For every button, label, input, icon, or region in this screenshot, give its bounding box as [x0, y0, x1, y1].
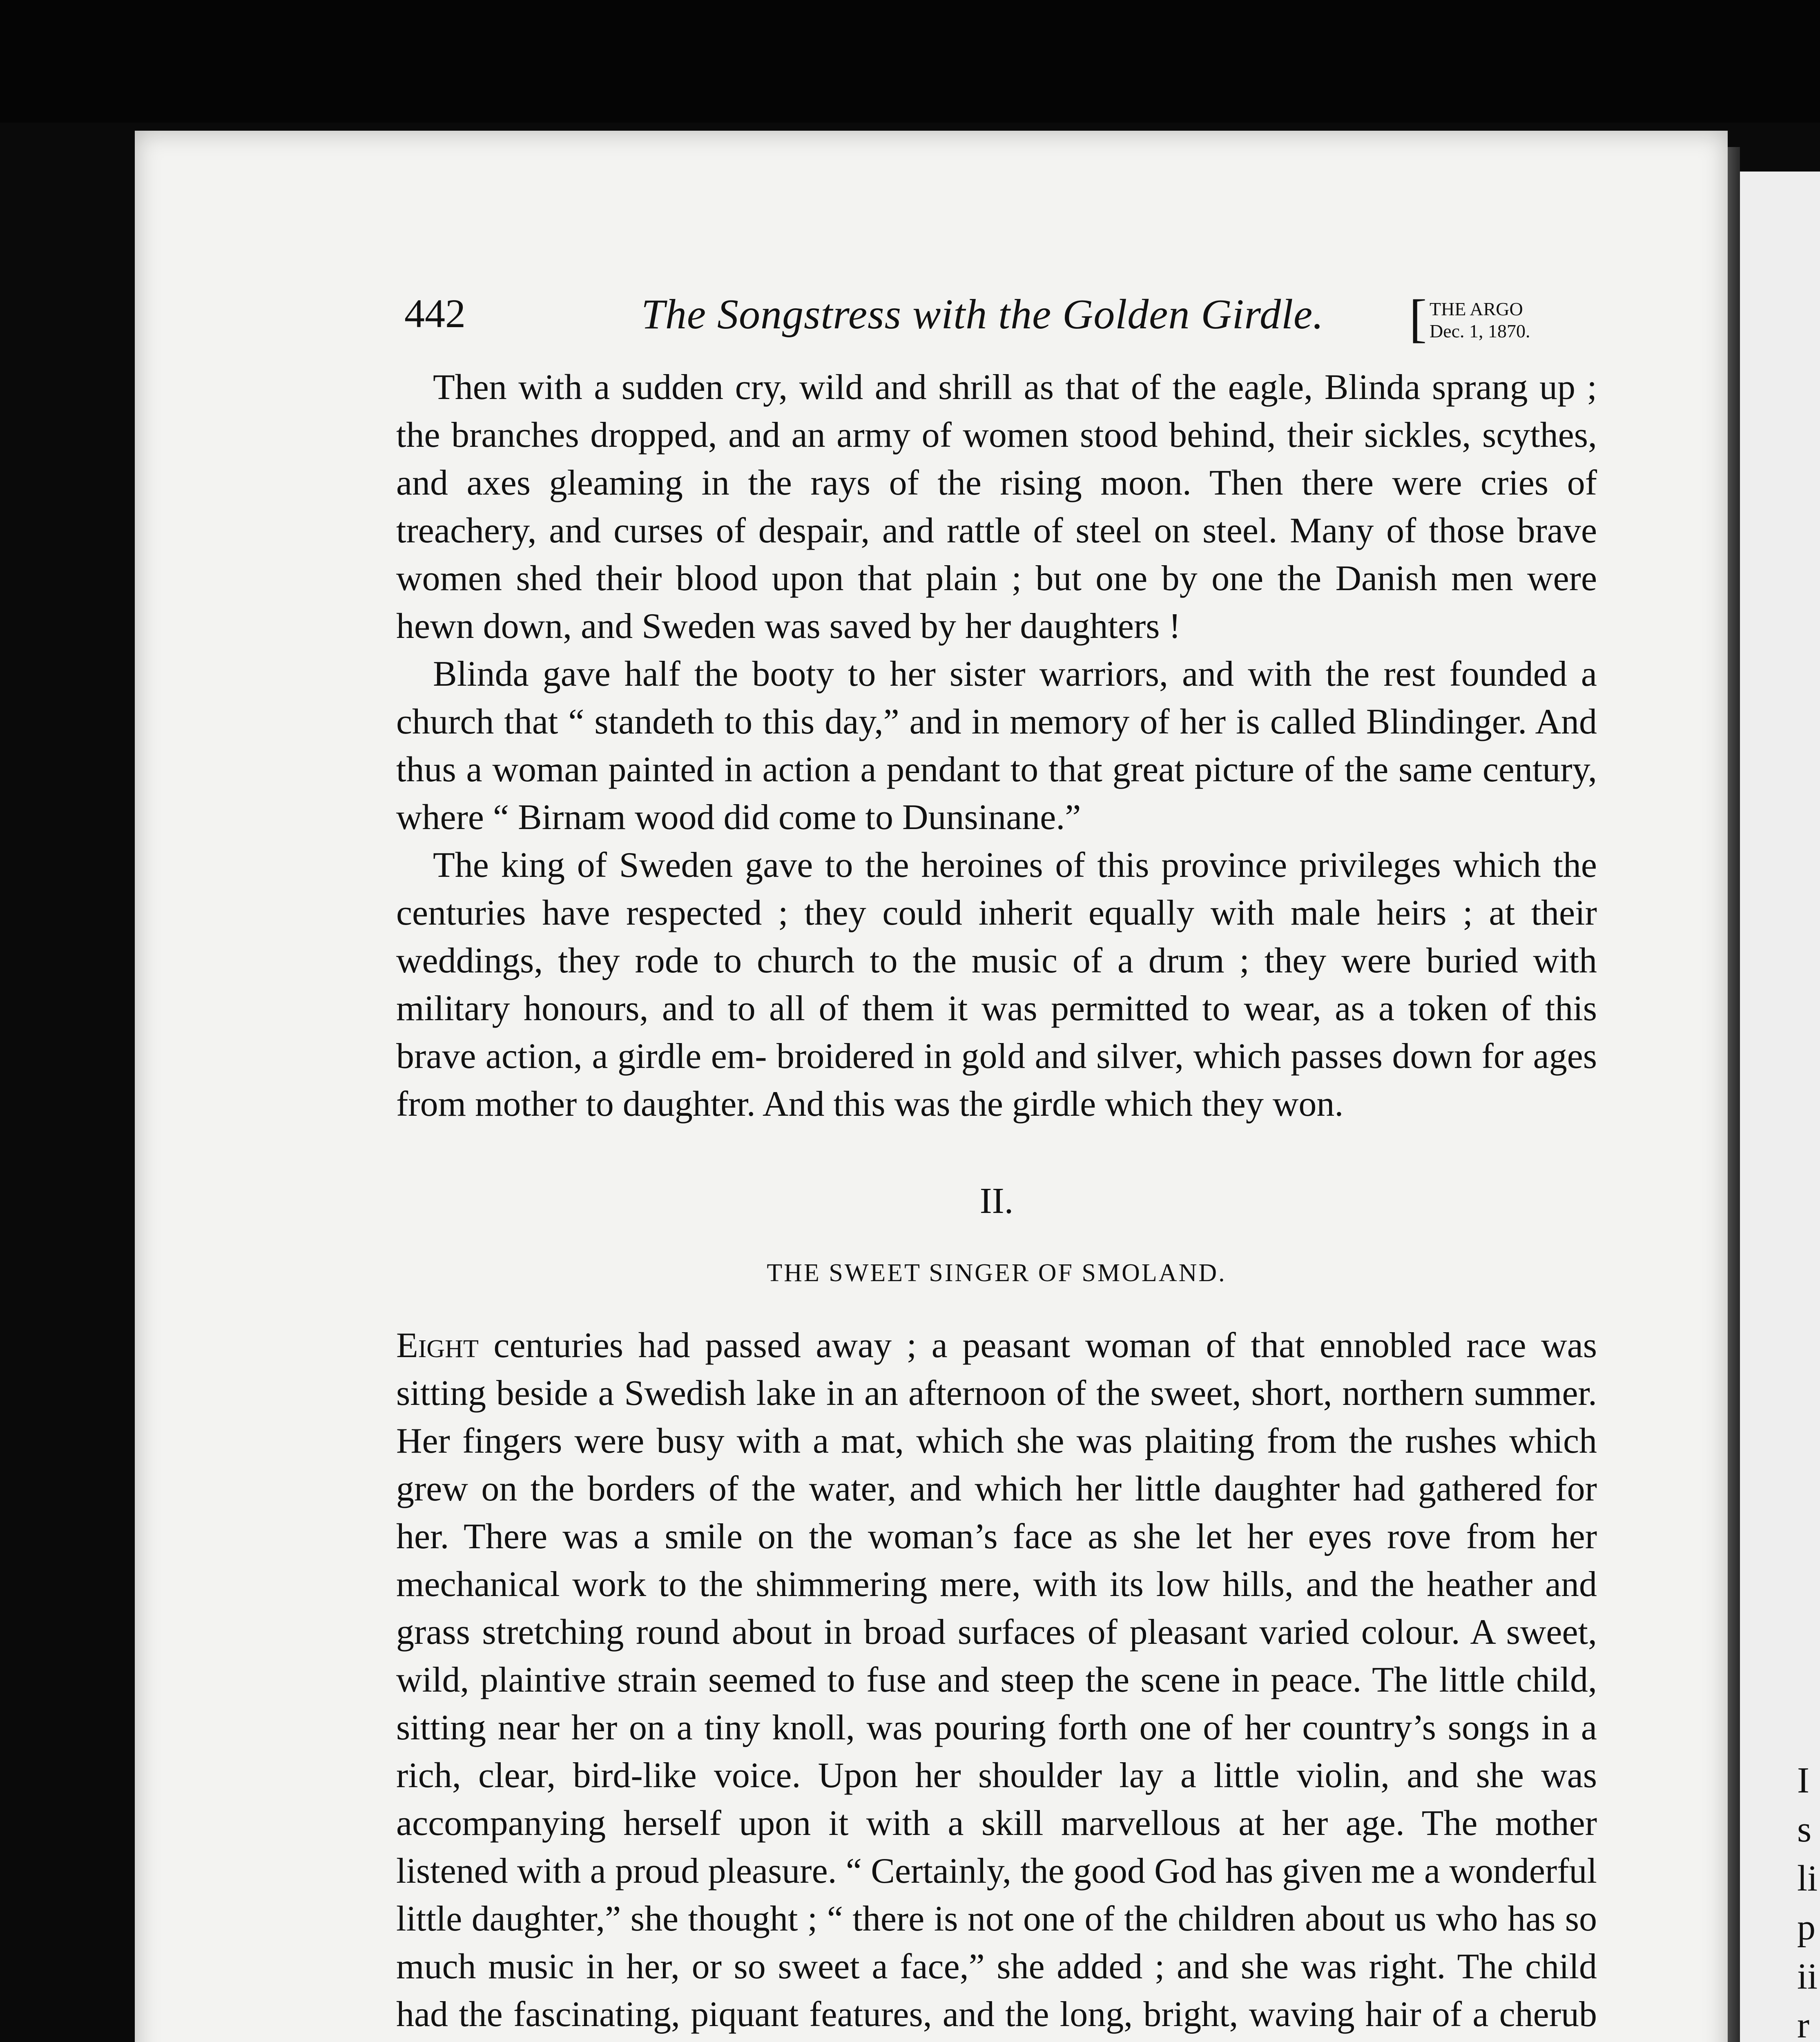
facing-letter: ii: [1797, 1956, 1818, 1997]
section-title: THE SWEET SINGER OF SMOLAND.: [767, 1259, 1227, 1287]
running-title: The Songstress with the Golden Girdle.: [641, 291, 1324, 338]
running-head: [404, 290, 1589, 347]
issue-info: [1430, 298, 1530, 342]
paragraph-eight-centuries: [396, 1322, 1597, 2042]
facing-letter: s: [1797, 1809, 1812, 1850]
issue-bracket: [: [1409, 289, 1427, 348]
paragraph-privileges: The king of Sweden gave to the heroines of this province privileges which the centuries have respected ; they could inherit equally with male heirs ; at their weddings, they rode to church to the music of a drum ; they were buried with military honours, and to all of them it was permitted to wear, as a token of this brave action, a girdle em- broidered in gold and silver, which passes down for ages from mother to daughter. And this was the girdle which they won.: [396, 845, 1597, 1124]
facing-page-letters: [1797, 1756, 1818, 2042]
issue-date: Dec. 1, 1870.: [1430, 321, 1530, 341]
body-text: [396, 363, 1597, 2042]
section-numeral: II.: [979, 1181, 1014, 1221]
page-number: 442: [404, 291, 466, 336]
facing-letter: p: [1797, 1907, 1816, 1948]
paragraph-battle: Then with a sudden cry, wild and shrill as that of the eagle, Blinda sprang up ; the branches dropped, and an army of women stood behind, their sickles, scythes, and axes gleaming in the rays of the rising moon. Then there were cries of treachery, and curses of despair, and rattle of steel on steel. Many of those brave women shed their blood upon that plain ; but one by one the Danish men were hewn down, and Sweden was saved by her daughters !: [396, 368, 1597, 646]
paragraph-eight-centuries-text: centuries had passed away ; a peasant woman of that ennobled race was sitting beside a Swedish lake in an afternoon of the sweet, short, northern summer. Her fingers were busy with a mat, which she was plaiting from the rushes which grew on the borders of the water, and which her little daughter had gathered for her. There was a smile on the woman’s face as she let her eyes rove from her mechanical work to the shimmering mere, with its low hills, and the heather and grass stretching round about in broad surfaces of pleasant varied colour. A sweet, wild, plaintive strain seemed to fuse and steep the scene in peace. The little child, sitting near her on a tiny knoll, was pouring forth one of her country’s songs in a rich, clear, bird-like voice. Upon her shoulder lay a little violin, and she was accompanying herself upon it with a skill marvellous at her age. The mother listened with a proud pleasure. “ Certainly, the good God has given me a wonderful little daughter,” she thought ; “ there is not one of the children about us who has so much music in her, or so sweet a face,” she added ; and she was right. The child had the fascinating, piquant features, and the long, bright, waving hair of a cherub: [396, 1326, 1597, 2034]
facing-letter: r: [1797, 2005, 1809, 2042]
lead-word: Eight: [396, 1326, 479, 1365]
facing-letter: I: [1797, 1760, 1809, 1801]
scan-top-border: [0, 0, 1820, 123]
paragraph-church: Blinda gave half the booty to her sister warriors, and with the rest founded a church that “ standeth to this day,” and in memory of her is called Blindinger. And thus a woman painted in action a pendant to that great picture of the same century, where “ Birnam wood did come to Dunsinane.”: [396, 654, 1597, 837]
facing-letter: li: [1797, 1858, 1818, 1899]
issue-journal: THE ARGO: [1430, 299, 1523, 319]
